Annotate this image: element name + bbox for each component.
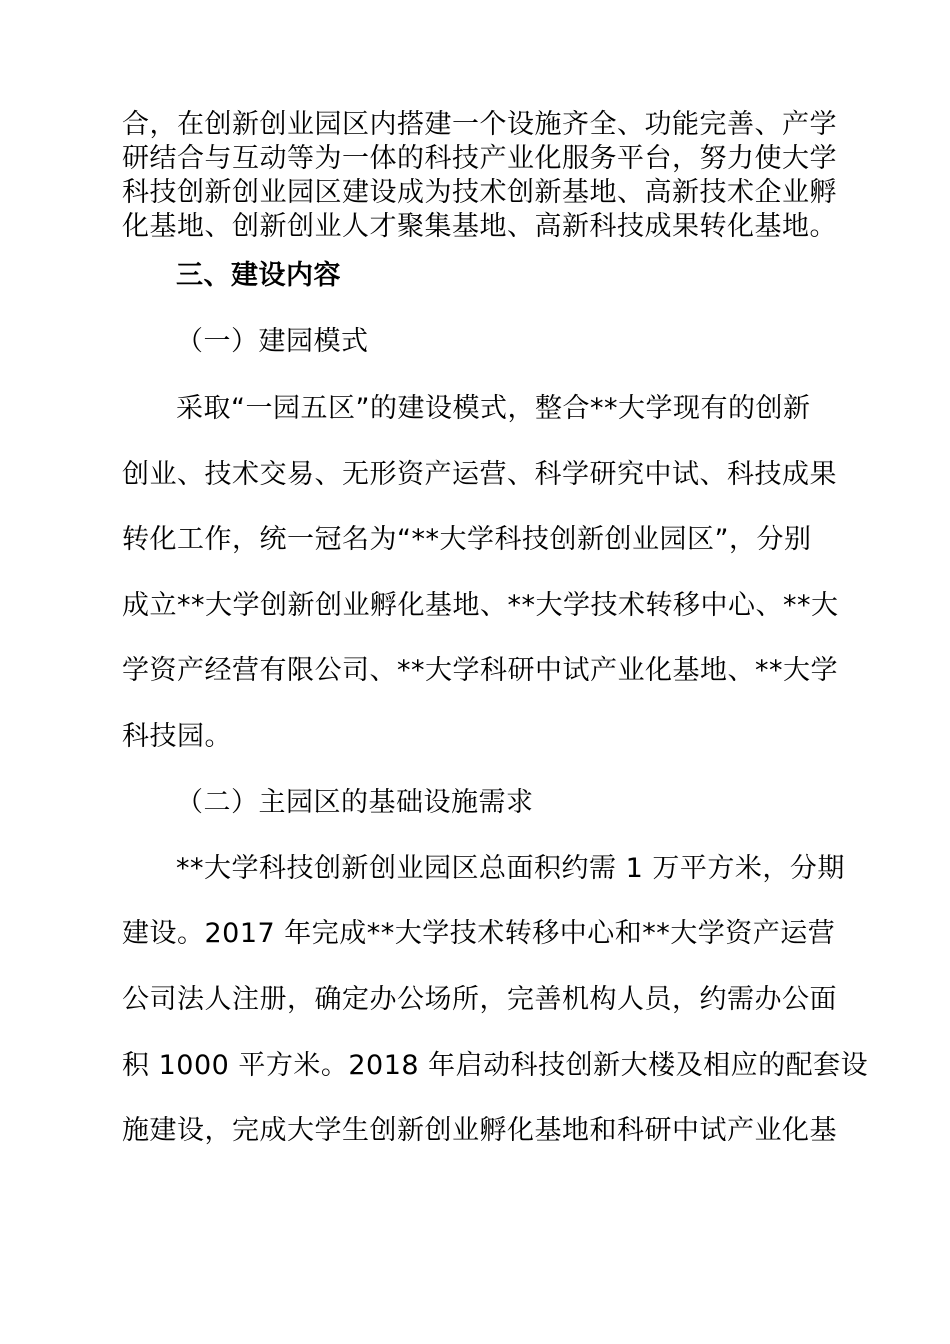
text-line: **大学科技创新创业园区总面积约需 1 万平方米，分期 bbox=[176, 853, 845, 884]
text-line: 建设。2017 年完成**大学技术转移中心和**大学资产运营 bbox=[122, 918, 836, 949]
subsection-heading-infrastructure: （二）主园区的基础设施需求 bbox=[176, 787, 534, 818]
text-line: 研结合与互动等为一体的科技产业化服务平台，努力使大学 bbox=[122, 143, 837, 174]
text-line: 科技园。 bbox=[122, 721, 232, 752]
text-line: 学资产经营有限公司、**大学科研中试产业化基地、**大学 bbox=[122, 655, 838, 686]
subsection-heading-park-model: （一）建园模式 bbox=[176, 326, 369, 357]
text-line: 积 1000 平方米。2018 年启动科技创新大楼及相应的配套设 bbox=[122, 1050, 869, 1081]
text-line: 科技创新创业园区建设成为技术创新基地、高新技术企业孵 bbox=[122, 177, 837, 208]
text-line: 创业、技术交易、无形资产运营、科学研究中试、科技成果 bbox=[122, 459, 837, 490]
text-line: 成立**大学创新创业孵化基地、**大学技术转移中心、**大 bbox=[122, 590, 839, 621]
text-line: 合，在创新创业园区内搭建一个设施齐全、功能完善、产学 bbox=[122, 109, 837, 140]
section-heading-construction-content: 三、建设内容 bbox=[176, 260, 341, 291]
text-line: 转化工作，统一冠名为“**大学科技创新创业园区”，分别 bbox=[122, 524, 812, 555]
text-line: 施建设，完成大学生创新创业孵化基地和科研中试产业化基 bbox=[122, 1115, 837, 1146]
text-line: 公司法人注册，确定办公场所，完善机构人员，约需办公面 bbox=[122, 984, 837, 1015]
text-line: 化基地、创新创业人才聚集基地、高新科技成果转化基地。 bbox=[122, 211, 837, 242]
text-line: 采取“一园五区”的建设模式，整合**大学现有的创新 bbox=[176, 393, 811, 424]
